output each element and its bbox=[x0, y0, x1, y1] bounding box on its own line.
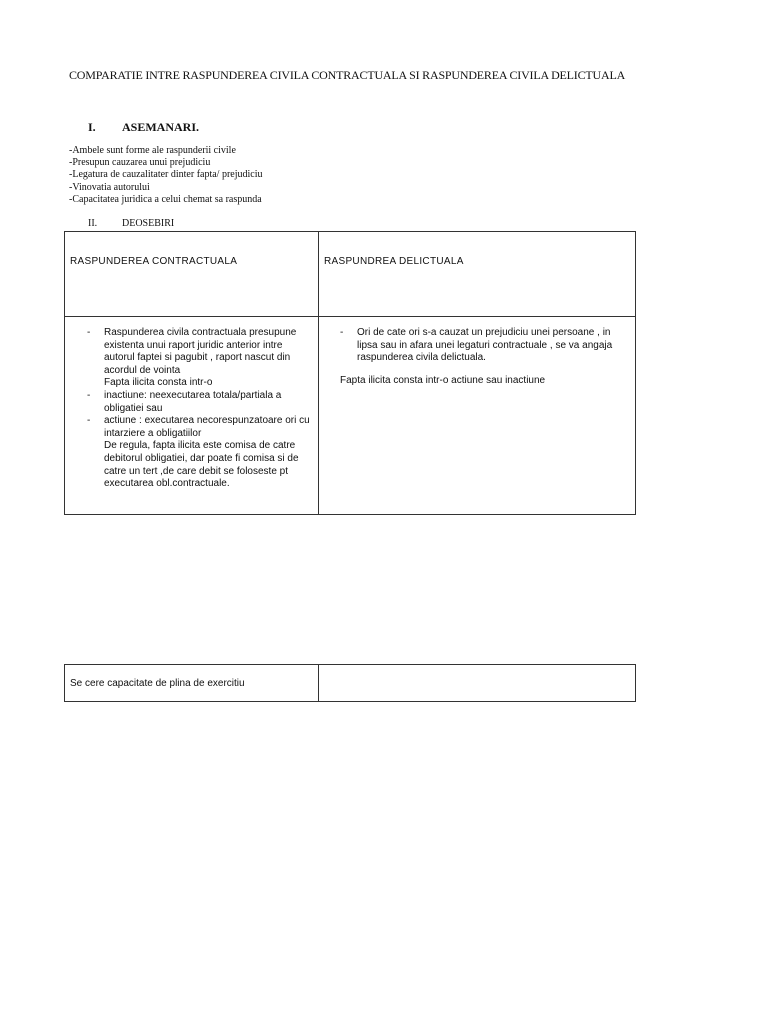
section-heading-similarities bbox=[88, 120, 199, 135]
list-item: - Raspunderea civila contractuala presupune existenta unui raport juridic anterior intre autorul faptei si pagubit , raport nascut din acordul de vointa bbox=[65, 327, 312, 377]
document-title: COMPARATIE INTRE RASPUNDEREA CIVILA CONTRACTUALA SI RASPUNDEREA CIVILA DELICTUALA bbox=[69, 68, 626, 82]
delictual-cell bbox=[319, 317, 636, 515]
header-label: RASPUNDREA DELICTUALA bbox=[324, 256, 464, 267]
list-item: Fapta ilicita consta intr-o bbox=[104, 377, 213, 389]
list-item: - inactiune: neexecutarea totala/partiala a obligatiei sau bbox=[65, 390, 312, 415]
contractual-cell bbox=[65, 317, 319, 515]
header-cell-contractual bbox=[65, 232, 319, 317]
list-item: -Vinovatia autorului bbox=[69, 181, 150, 193]
table-header-row bbox=[65, 232, 636, 317]
cell-text bbox=[319, 678, 324, 689]
empty-cell bbox=[319, 665, 636, 702]
list-item: -Ambele sunt forme ale raspunderii civile bbox=[69, 145, 236, 156]
section-heading-differences bbox=[88, 218, 174, 229]
section-number: II. bbox=[88, 218, 98, 229]
capacity-cell bbox=[65, 665, 319, 702]
header-label: RASPUNDEREA CONTRACTUALA bbox=[70, 256, 238, 267]
list-item: -Capacitatea juridica a celui chemat sa raspunda bbox=[69, 193, 262, 205]
capacity-label: Se cere capacitate de plina de exercitiu bbox=[70, 677, 245, 689]
section-title: ASEMANARI. bbox=[122, 120, 200, 134]
delictual-note: Fapta ilicita consta intr-o actiune sau inactiune bbox=[340, 374, 546, 386]
list-item: -Legatura de cauzalitater dinter fapta/ prejudiciu bbox=[69, 169, 263, 181]
section-title: DEOSEBIRI bbox=[122, 218, 175, 229]
differences-table bbox=[64, 231, 636, 515]
list-item: De regula, fapta ilicita este comisa de catre debitorul obligatiei, dar poate fi comisa si de catre un tert ,de care debit se foloseste pt executarea obl.contractuale. bbox=[104, 440, 299, 490]
section-number: I. bbox=[88, 120, 96, 134]
header-cell-delictual bbox=[319, 232, 636, 317]
table-row bbox=[65, 665, 636, 702]
contractual-list bbox=[65, 317, 318, 491]
list-item: -Presupun cauzarea unui prejudiciu bbox=[69, 157, 211, 169]
similarities-list bbox=[69, 145, 263, 206]
table-row bbox=[65, 317, 636, 515]
list-item: - actiune : executarea necorespunzatoare ori cu intarziere a obligatiilor bbox=[65, 415, 312, 440]
list-item: - Ori de cate ori s-a cauzat un prejudiciu unei persoane , in lipsa sau in afara unei legaturi contractuale , se va angaja raspunderea civila delictuala. bbox=[319, 327, 629, 365]
delictual-list bbox=[319, 317, 635, 365]
capacity-table bbox=[64, 664, 636, 702]
